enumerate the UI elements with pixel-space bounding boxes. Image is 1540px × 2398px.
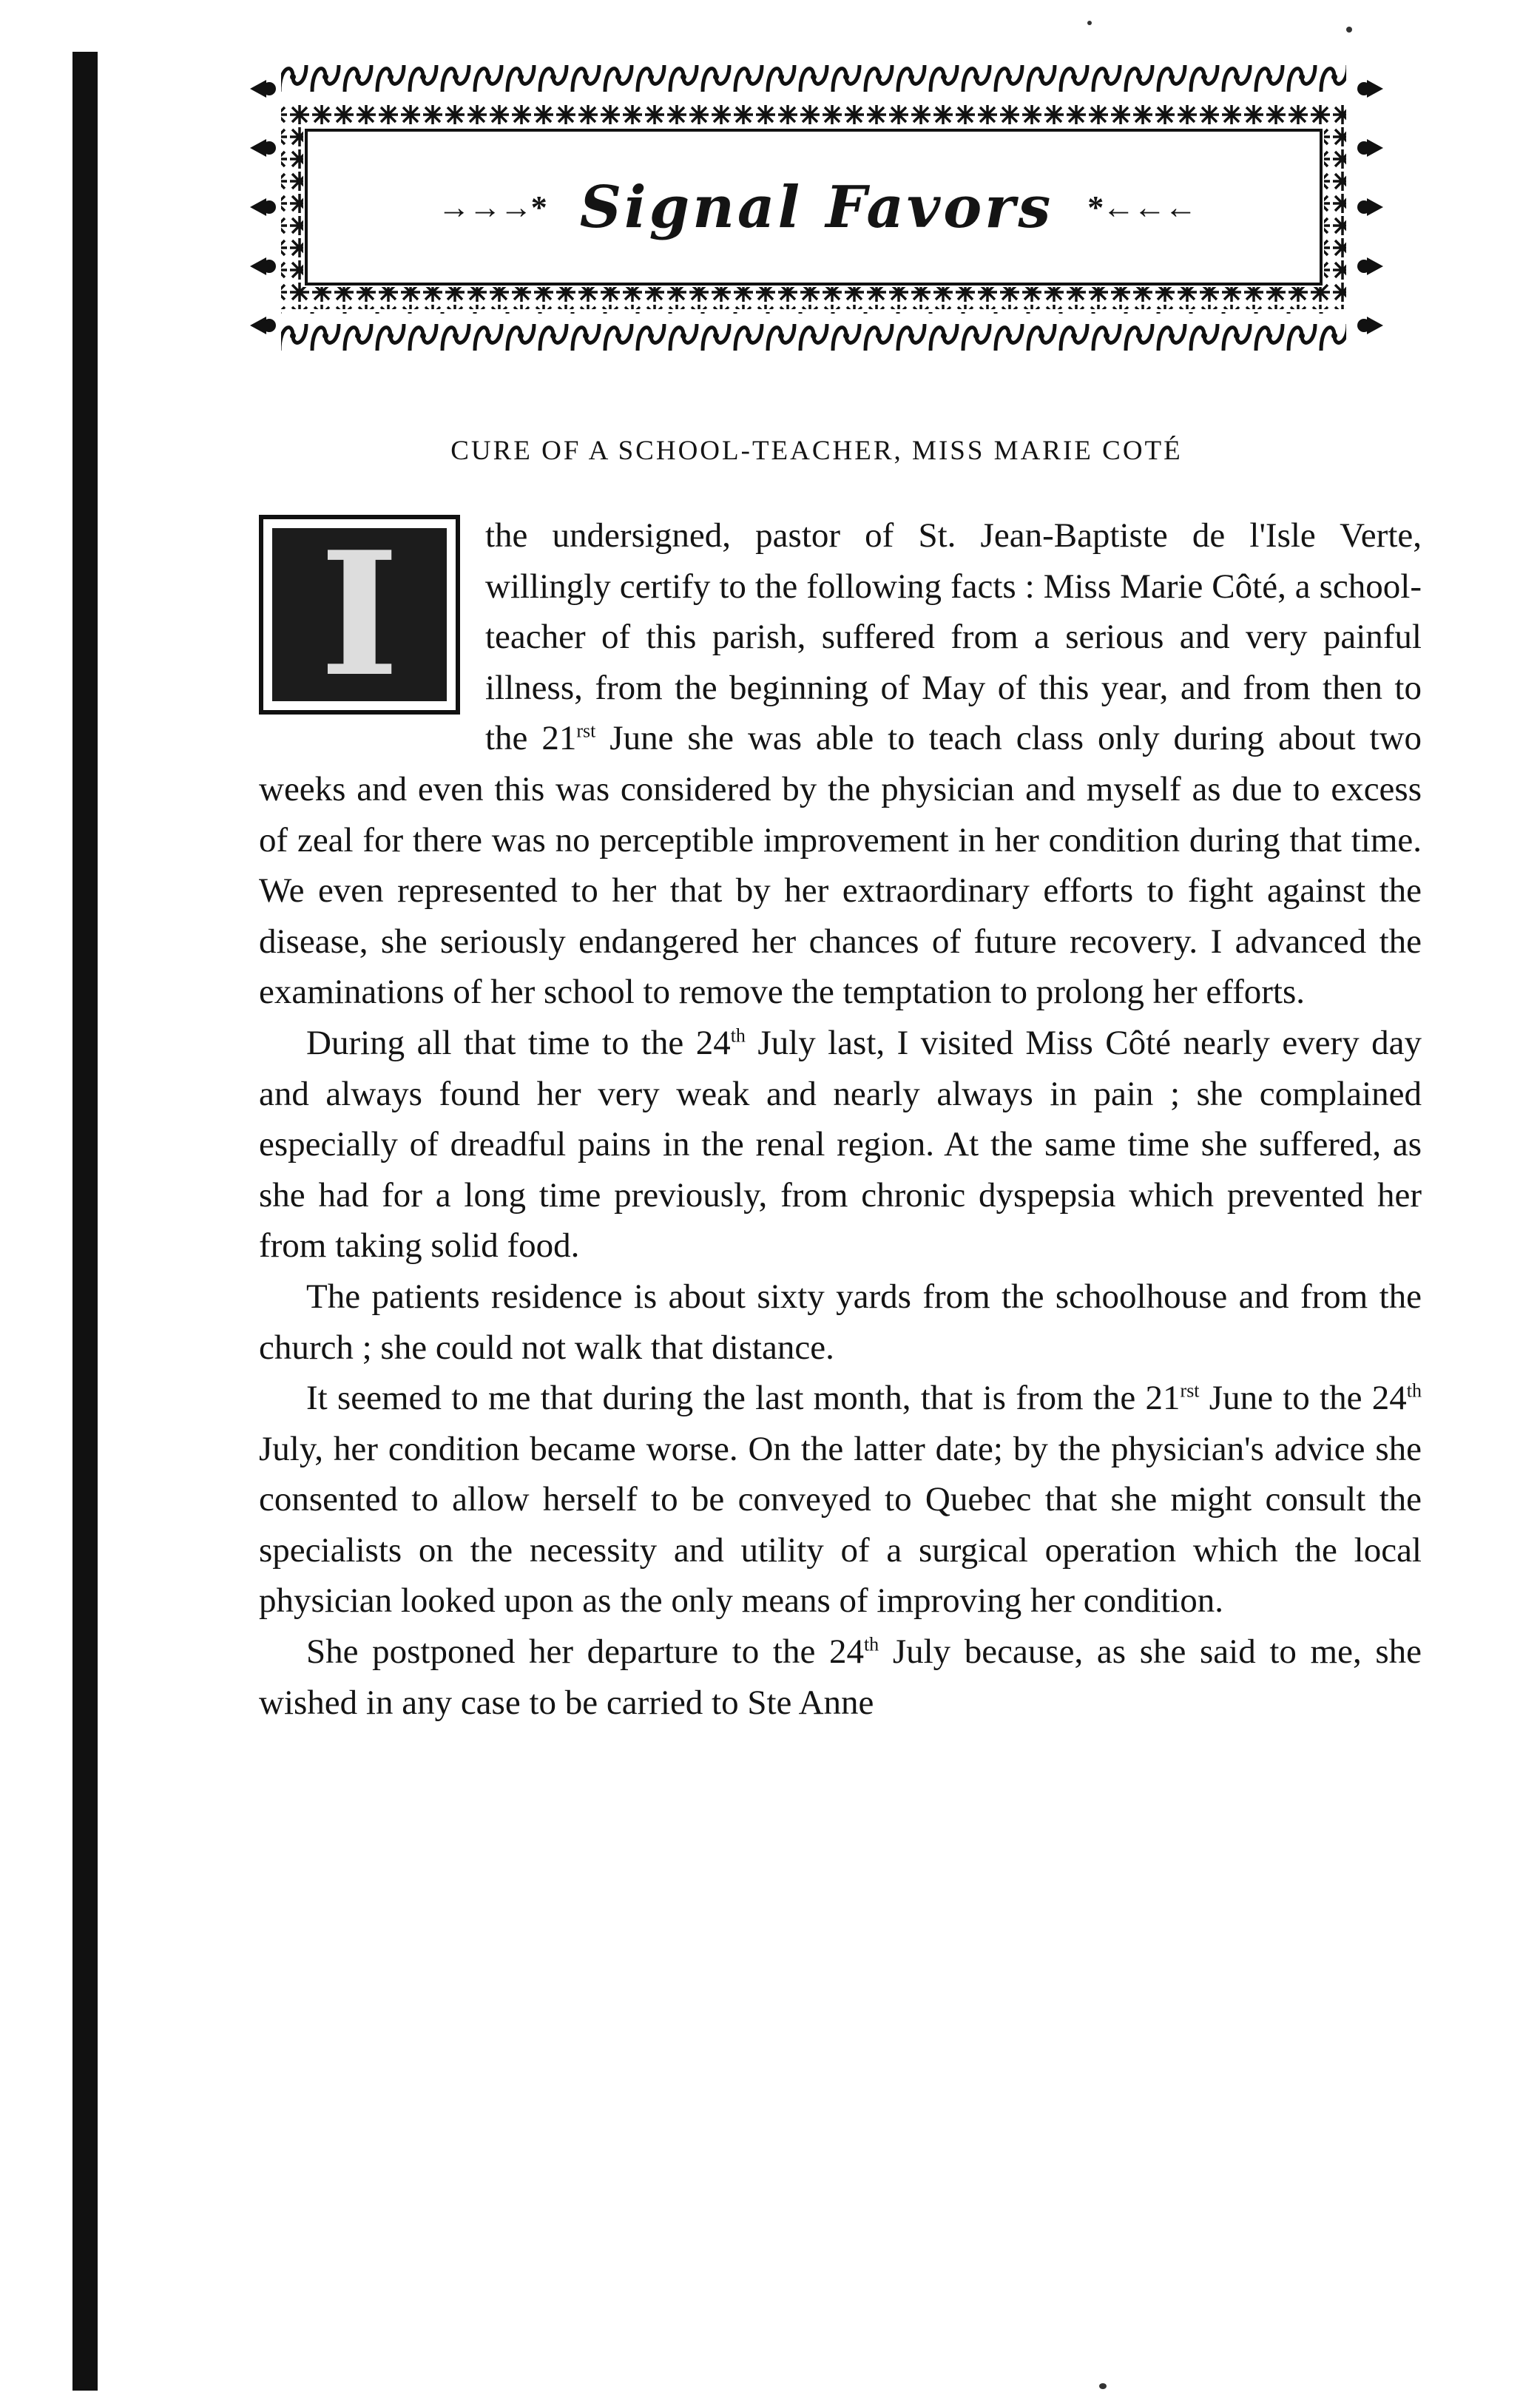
paragraph-1-text-cont: June she was able to teach class only during about two weeks and even this was considered by the physician and myself as due to excess of zeal for there was no perceptible improvement in her condition during that time. We even represented to her that by her extraordinary efforts to fight against the disease, she seriously endangered her chances of future recovery. I advanced the examinations of her school to remove the temptation to prolong her efforts. [259, 719, 1422, 1012]
date-suffix: th [1406, 1379, 1422, 1402]
paragraph-5-text-cont: July because, as she said to me, she wished in any case to be carried to Ste Anne [259, 1632, 1422, 1722]
date-suffix: th [730, 1024, 746, 1047]
paragraph-2-text-cont: July last, I visited Miss Côté nearly every day and always found her very weak and nearly always in pain ; she complained especially of dreadful pains in the renal region. At the same time she suffered, as she had for a long time previously, from chronic dyspepsia which prevented her from taking solid food. [259, 1023, 1422, 1266]
paragraph-4-text-cont: June to the [1199, 1379, 1372, 1418]
right-arrow-ornament: *←←← [1087, 189, 1196, 226]
date-suffix: rst [576, 720, 596, 742]
paragraph-3: The patients residence is about sixty yards from the schoolhouse and from the church ; she could not walk that distance. [259, 1277, 1422, 1367]
date-suffix: th [863, 1633, 879, 1655]
print-speck [1346, 27, 1352, 33]
header-title-row [244, 59, 1389, 355]
paragraph-1 [259, 510, 1422, 1018]
book-spine-shadow [72, 52, 98, 2391]
paragraph-2-text: During all that time to the [306, 1023, 696, 1062]
paragraph-5 [259, 1627, 1422, 1728]
date-number: 24 [1371, 1379, 1407, 1418]
date-number: 24 [695, 1023, 731, 1062]
dropcap-initial [259, 515, 460, 715]
date-number: 24 [828, 1632, 864, 1672]
print-speck [1099, 2383, 1107, 2389]
ornamental-header [244, 59, 1389, 355]
body-text [259, 510, 1422, 1728]
paragraph-4-text-end: July, her condition became worse. On the latter date; by the physician's advice she consented to allow herself to be conveyed to Quebec that she might consult the specialists on the necessity and utility of a surgical operation which the local physician looked upon as the only means of improving her condition. [259, 1429, 1422, 1621]
paragraph-2 [259, 1018, 1422, 1271]
paragraph-1-text: the undersigned, pastor of St. Jean-Baptiste de l'Isle Verte, willingly certify to the following facts : Miss Marie Côté, a school-teacher of this parish, suffered from a serious and very painful illness, from the beginning of May of this year, and from then to the [485, 516, 1422, 758]
section-heading: CURE OF A SCHOOL-TEACHER, MISS MARIE COTÉ [450, 436, 1183, 466]
dropcap-letter: I [320, 515, 399, 715]
date-suffix: rst [1180, 1379, 1200, 1402]
date-number: 21 [541, 719, 577, 758]
page-title: Signal Favors [579, 173, 1054, 241]
print-speck [1087, 21, 1092, 25]
paragraph-4-text: It seemed to me that during the last month, that is from the [306, 1379, 1146, 1418]
paragraph-5-text: She postponed her departure to the [306, 1632, 829, 1672]
left-arrow-ornament: →→→* [437, 189, 546, 226]
paragraph-4 [259, 1373, 1422, 1627]
date-number: 21 [1145, 1379, 1181, 1418]
